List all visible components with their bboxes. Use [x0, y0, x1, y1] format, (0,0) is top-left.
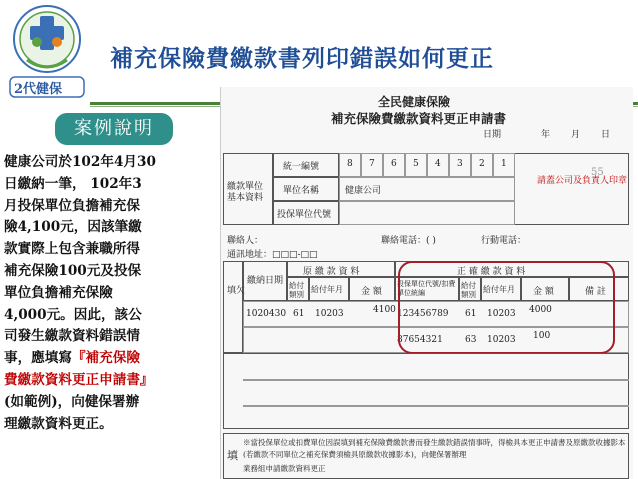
- day-label: 日: [601, 130, 611, 140]
- insured-code-cell: [339, 201, 515, 225]
- stamp-label: 請蓋公司及負責人印章: [537, 176, 628, 186]
- form-name-highlight: 費繳款資料更正申請書』: [4, 371, 154, 388]
- note-text: ※當投保單位或扣費單位因誤填到補充保險費繳款書而發生繳款錯誤情事時，得檢具本更正申請書及原繳款收據影本(若繳款不同單位之補充保費須檢具原繳款收據影本)，向健保署辦理: [243, 438, 626, 459]
- row-correct-type: 63: [465, 335, 477, 345]
- unit-name-value: 健康公司: [345, 186, 382, 196]
- correct-data-highlight: [398, 261, 615, 354]
- row-correct-id: 87654321: [397, 335, 443, 345]
- insured-code-label: 投保單位代號: [277, 210, 332, 220]
- body-line: 日繳納一筆， 102年3: [4, 175, 142, 192]
- body-line: 司發生繳款資料錯誤情: [4, 328, 140, 345]
- month-label: 月: [571, 130, 581, 140]
- phone-label: 聯絡電話：( ): [381, 236, 436, 246]
- address-label: 通訊地址：□□□-□□: [227, 250, 318, 260]
- digit: 4: [435, 159, 441, 169]
- date-label: 日期: [483, 130, 502, 140]
- empty-rows: [223, 353, 629, 429]
- body-line: 補充保險100元及投保: [4, 262, 142, 279]
- row-correct-ym: 10203: [487, 335, 516, 345]
- form-header: 全民健康保險: [378, 95, 451, 109]
- body-line: 健康公司於102年4月30: [4, 154, 156, 170]
- correct-col: 金 額: [533, 287, 554, 297]
- correction-form-example: [220, 87, 633, 479]
- body-line: 月投保單位負擔補充保: [4, 197, 140, 214]
- row-ym: 10203: [315, 309, 344, 319]
- fill-label: 填欠: [227, 286, 246, 296]
- row-correct-id: 123456789: [397, 309, 449, 319]
- fill-col: [223, 261, 246, 353]
- case-description: [4, 152, 218, 435]
- form-title: 補充保險費繳款資料更正申請書: [331, 111, 507, 126]
- digit: 5: [413, 159, 419, 169]
- unit-section-label: 繳款單位基本資料: [227, 182, 264, 203]
- mobile-label: 行動電話：: [481, 236, 527, 246]
- row-amount: 4100: [373, 305, 396, 315]
- body-line: (如範例)，向健保署辦: [4, 393, 140, 410]
- body-line: 款實際上包含兼職所得: [4, 241, 140, 258]
- orig-col: 金 額: [361, 287, 382, 297]
- row-correct-amount: 100: [533, 331, 551, 341]
- row-divider: [243, 405, 629, 407]
- row-type: 61: [293, 309, 305, 319]
- correct-col: 給付年月: [483, 285, 515, 294]
- body-line: 理繳款資料更正。: [4, 415, 113, 432]
- digit: 3: [457, 159, 463, 169]
- orig-col: 給付類別: [289, 281, 304, 299]
- digit: 6: [391, 159, 397, 169]
- orig-col: 給付年月: [311, 285, 343, 294]
- nhi-logo: [2, 2, 92, 100]
- body-line: 單位負擔補充保險: [4, 284, 113, 301]
- row-date: 1020430: [246, 309, 287, 319]
- slide-title: 補充保險費繳款書列印錯誤如何更正: [110, 45, 494, 72]
- row-correct-amount: 4000: [529, 305, 552, 315]
- correct-section: 正 確 繳 款 資 料: [457, 267, 526, 277]
- page-number: 55: [591, 167, 604, 178]
- logo-text: 2代健保: [14, 82, 63, 97]
- body-line-mixed: [4, 348, 218, 370]
- case-badge: 案例說明: [55, 113, 173, 145]
- digit: 7: [369, 159, 375, 169]
- body-text: 事，應填寫: [4, 350, 72, 367]
- correct-col: 給付類別: [461, 281, 476, 299]
- note-text-2: 業務組申請繳款資料更正: [243, 464, 326, 473]
- row-divider: [243, 379, 629, 381]
- correct-col: 備 註: [585, 287, 606, 297]
- unified-no-label: 統一編號: [283, 162, 320, 172]
- contact-label: 聯絡人：: [227, 236, 264, 246]
- orig-section: 原 繳 款 資 料: [303, 267, 360, 277]
- year-label: 年: [541, 130, 551, 140]
- row-correct-ym: 10203: [487, 309, 516, 319]
- unit-name-label: 單位名稱: [283, 186, 320, 196]
- digit: 8: [347, 159, 353, 169]
- form-name-highlight: 『補充保險: [71, 350, 140, 367]
- col-pay-date: 繳納日期: [247, 276, 284, 286]
- row-correct-type: 61: [465, 309, 477, 319]
- body-line: 4,000元。因此，該公: [4, 306, 142, 323]
- note-fill-label: 填: [227, 449, 238, 462]
- body-line: 險4,100元，因該筆繳: [4, 219, 142, 236]
- digit: 2: [479, 159, 485, 169]
- digit: 1: [501, 159, 507, 169]
- correct-col: 投保單位代號/扣費單位統編: [397, 280, 456, 297]
